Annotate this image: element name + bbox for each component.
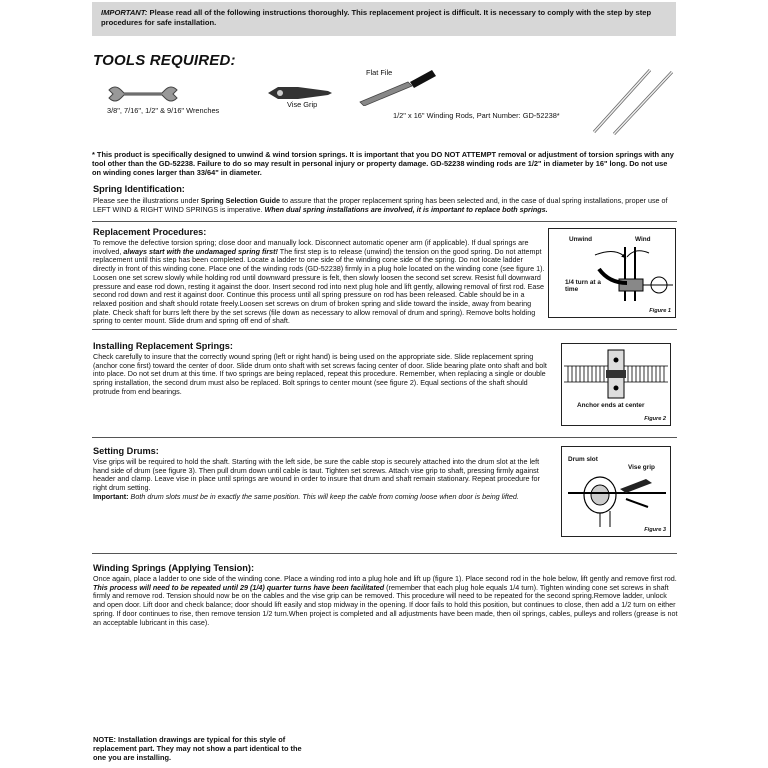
important-text: Please read all of the following instructions thoroughly. This replacement project is difficult. It is necessary to comply with the step by step procedures for safe installation. — [101, 8, 652, 27]
winding-springs-title: Winding Springs (Applying Tension): — [93, 563, 255, 573]
divider — [92, 553, 677, 554]
installing-springs-text: Check carefully to insure that the correctly wound spring (left or right hand) is being used on the appropriate side. Slide replacement spring (anchor cone first) toward the center of door. Slide drum onto shaft with set screws facing center of door. Slide bearing plate onto shaft and bolt into place. Do not set drum at this time. If two springs are being replaced, repeat this procedure. Remember, when replacing a single or double spring installation, the second drum must also be replaced. Bolt springs to center mount (see figure 2). Equal sections of the shaft should protrude from end bearings. — [93, 352, 547, 396]
setting-drums-text: Vise grips will be required to hold the shaft. Starting with the left side, be sure the cable stop is securely attached into the drum slot at the left hand side of drum (see figure 3). Then pull drum down until cable is taut. Tighten set screws. Attach vise grip to shaft, pressing firmly against header and clamp. Leave vise in place until springs are wound in order to insure that drum and shaft remain stationary. Repeat procedure for right drum setting. Important: Both drum slots must be in exactly the same position. This will keep the cable from coming loose when door is being lifted. — [93, 457, 540, 501]
important-banner — [92, 2, 676, 36]
divider — [92, 437, 677, 438]
winding-rods-icon — [590, 66, 676, 138]
replacement-procedures-title: Replacement Procedures: — [93, 227, 207, 237]
installing-springs-title: Installing Replacement Springs: — [93, 341, 233, 351]
warning-note: * This product is specifically designed to unwind & wind torsion springs. It is important that you DO NOT ATTEMPT removal or adjustment of torsion springs with any tool other than the GD-52238. Failure to do so may result in personal injury or property damage. GD-52238 winding rods are 1/2" in diameter by 16" long. Do not use on winding cones larger than 33/64" in diameter. — [92, 150, 674, 178]
divider — [92, 329, 677, 330]
vise-grip-caption: Vise Grip — [287, 100, 318, 109]
winding-illustration — [589, 245, 675, 307]
drum-illustration — [566, 471, 670, 527]
setting-drums-title: Setting Drums: — [93, 446, 159, 456]
spring-identification-title: Spring Identification: — [93, 184, 185, 194]
spring-identification-text: Please see the illustrations under Spring Selection Guide to assure that the proper replacement spring has been selected and, in the case of dual spring installations, proper use of LEFT WIND & RIGHT WIND SPRINGS is imperative. When dual spring installations are involved, it is important to replace both springs. — [93, 196, 668, 214]
wrenches-caption: 3/8", 7/16", 1/2" & 9/16" Wrenches — [107, 106, 220, 115]
figure-1: Unwind Wind 1/4 turn at a time Figure 1 — [548, 228, 676, 318]
flat-file-icon — [358, 66, 438, 106]
installation-drawings-note: NOTE: Installation drawings are typical for this style of replacement part. They may not show a part identical to the one you are installing. — [93, 735, 302, 763]
flat-file-caption: Flat File — [366, 68, 393, 77]
tools-required-title: TOOLS REQUIRED: — [93, 52, 236, 69]
figure-3: Drum slot Vise grip Figure 3 — [561, 446, 671, 537]
figure-2: Anchor ends at center Figure 2 — [561, 343, 671, 426]
winding-rods-caption: 1/2" x 16" Winding Rods, Part Number: GD-52238* — [393, 111, 560, 120]
spring-anchor-illustration — [562, 348, 670, 400]
wrench-icon — [105, 84, 181, 106]
replacement-procedures-text: To remove the defective torsion spring; close door and manually lock. Disconnect automatic opener arm (if applicable). If dual springs are involved, always start with the undamaged spring first! The first step is to release (unwind) the tension on the good spring. Do not attempt replacement until this step has been completed. Locate a ladder to one side of the winding cone side of the spring. Do not locate ladder directly in front of this winding cone. Place one of the winding rods (GD-52238) firmly in a plug hole located on the winding cone (see figure 1). Loosen one set screw slowly while holding rod until downward pressure is felt, then slowly loosen the second set screw. Resist full downward pressure and ease rod down, resting it against the door. Insert second rod into next plug hole and lift gently, allowing removal of first rod. Ease second rod down and rest it against door. Continue this process until all spring pressure on rod has been released. Cable should be in a relaxed position and shaft should rotate freely.Loosen set screws on drum of broken spring and slide toward the inside, away from bearing plate. Check shaft for burrs left there by the set screws (file down as necessary to allow removal of drum and spring). Remove bolts holding spring to center mount. Slide drum and spring off end of shaft. — [93, 238, 545, 326]
winding-springs-text: Once again, place a ladder to one side of the winding cone. Place a winding rod into a plug hole and lift up (figure 1). Place second rod in the hole below, lift gently and remove first rod. This process will need to be repeated until 29 (1/4) quarter turns have been facilitated (remember that each plug hole equals 1/4 turn). Tighten winding cone set screws in shaft firmly and remove rod. Tension should now be on the cables and the vise grip can be removed. This procedure will need to be repeated for the second spring.Remove ladder, unlock and open door. Lift door and check balance; door should lift easily and stop midway in the opening. If door fails to hold this position, but continues to close, then add a 1/2 turn on either spring. If door continues to rise, then remove tension 1/2 turn.When project is completed and all adjustments have been made, then oil springs, cables, pulleys and rollers (grease is not an acceptable lubricant in this case). — [93, 574, 678, 627]
divider — [92, 221, 677, 222]
important-label: IMPORTANT: — [101, 8, 148, 17]
